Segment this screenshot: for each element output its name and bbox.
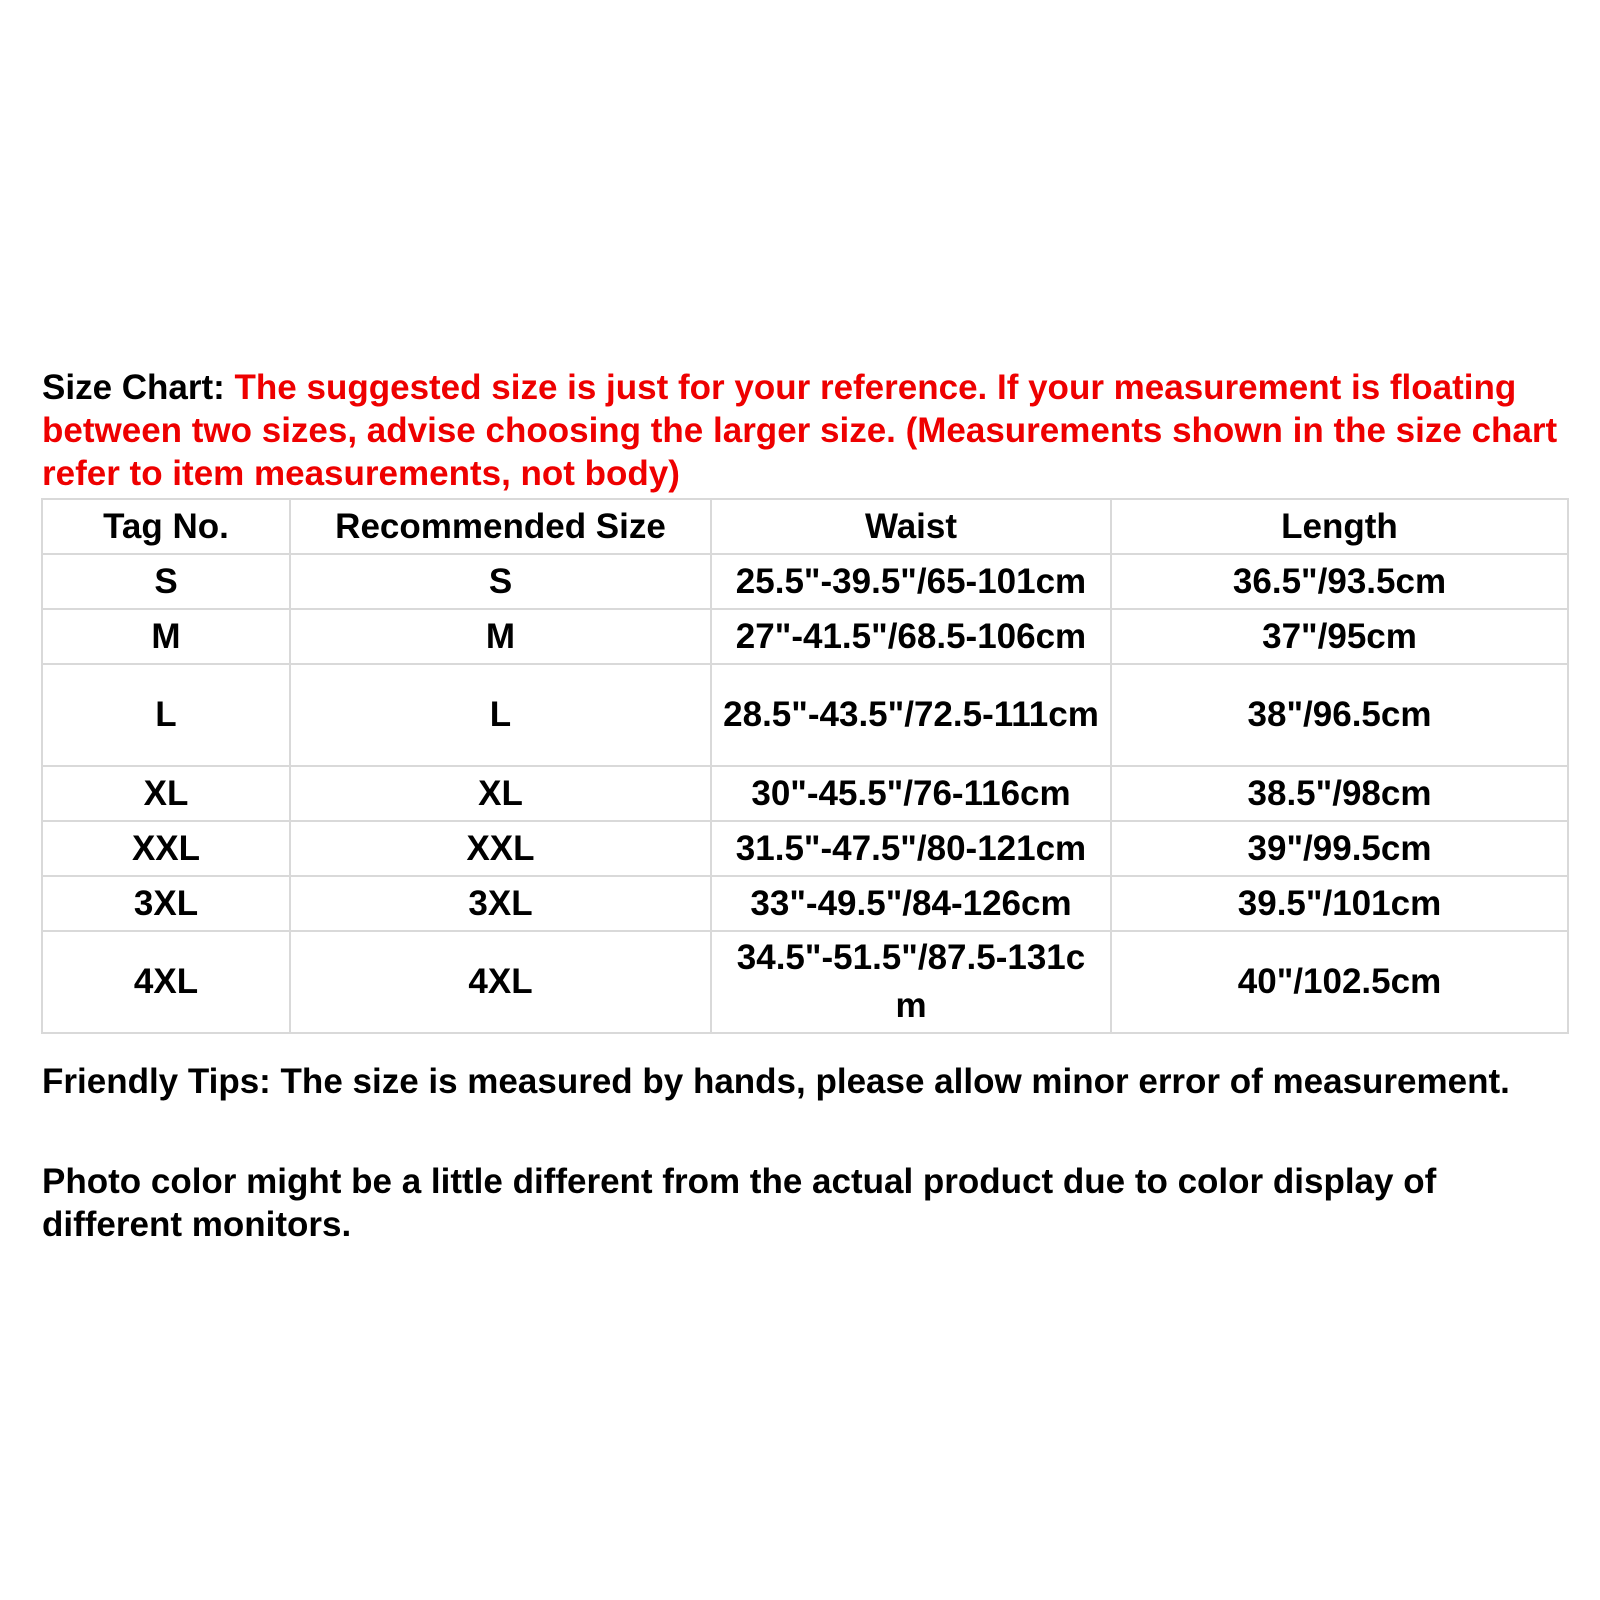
length-cell: 39.5"/101cm xyxy=(1111,876,1568,931)
recommended-size-cell: XL xyxy=(290,766,711,821)
length-cell: 38"/96.5cm xyxy=(1111,664,1568,766)
table-row xyxy=(42,609,1568,664)
length-cell: 40"/102.5cm xyxy=(1111,931,1568,1033)
table-row xyxy=(42,876,1568,931)
tag-no-cell: XL xyxy=(42,766,290,821)
waist-value: 28.5"-43.5"/72.5-111cm xyxy=(723,695,1099,734)
recommended-size-cell: XXL xyxy=(290,821,711,876)
recommended-size-cell: M xyxy=(290,609,711,664)
waist-cell: 27"-41.5"/68.5-106cm xyxy=(711,609,1111,664)
header-recommended-size: Recommended Size xyxy=(290,499,711,554)
size-chart-intro xyxy=(42,366,1567,495)
waist-cell: 25.5"-39.5"/65-101cm xyxy=(711,554,1111,609)
recommended-size-cell: 3XL xyxy=(290,876,711,931)
waist-cell: 33"-49.5"/84-126cm xyxy=(711,876,1111,931)
waist-cell: 31.5"-47.5"/80-121cm xyxy=(711,821,1111,876)
photo-color-note: Photo color might be a little different from the actual product due to color display of different monitors. xyxy=(42,1162,1437,1244)
waist-value: 34.5"-51.5"/87.5-131cm xyxy=(736,938,1086,1025)
waist-cell xyxy=(711,664,1111,766)
tag-no-cell: L xyxy=(42,664,290,766)
table-row xyxy=(42,766,1568,821)
friendly-tips: Friendly Tips: The size is measured by hands, please allow minor error of measurement. xyxy=(42,1062,1510,1101)
tag-no-cell: 4XL xyxy=(42,931,290,1033)
table-row xyxy=(42,664,1568,766)
waist-cell xyxy=(711,931,1111,1033)
tag-no-cell: 3XL xyxy=(42,876,290,931)
length-cell: 37"/95cm xyxy=(1111,609,1568,664)
length-cell: 38.5"/98cm xyxy=(1111,766,1568,821)
size-table xyxy=(41,498,1569,1034)
header-tag-no: Tag No. xyxy=(42,499,290,554)
recommended-size-cell: L xyxy=(290,664,711,766)
tag-no-cell: XXL xyxy=(42,821,290,876)
recommended-size-cell: 4XL xyxy=(290,931,711,1033)
table-row xyxy=(42,821,1568,876)
size-chart-label: Size Chart: xyxy=(42,368,235,407)
tag-no-cell: M xyxy=(42,609,290,664)
length-cell: 36.5"/93.5cm xyxy=(1111,554,1568,609)
length-cell: 39"/99.5cm xyxy=(1111,821,1568,876)
size-chart-note: The suggested size is just for your reference. If your measurement is floating between two sizes, advise choosing the larger size. (Measurements shown in the size chart refer to item measurements, not body) xyxy=(42,368,1558,493)
tag-no-cell: S xyxy=(42,554,290,609)
header-length: Length xyxy=(1111,499,1568,554)
table-row xyxy=(42,931,1568,1033)
table-header-row xyxy=(42,499,1568,554)
waist-cell: 30"-45.5"/76-116cm xyxy=(711,766,1111,821)
table-row xyxy=(42,554,1568,609)
recommended-size-cell: S xyxy=(290,554,711,609)
header-waist: Waist xyxy=(711,499,1111,554)
